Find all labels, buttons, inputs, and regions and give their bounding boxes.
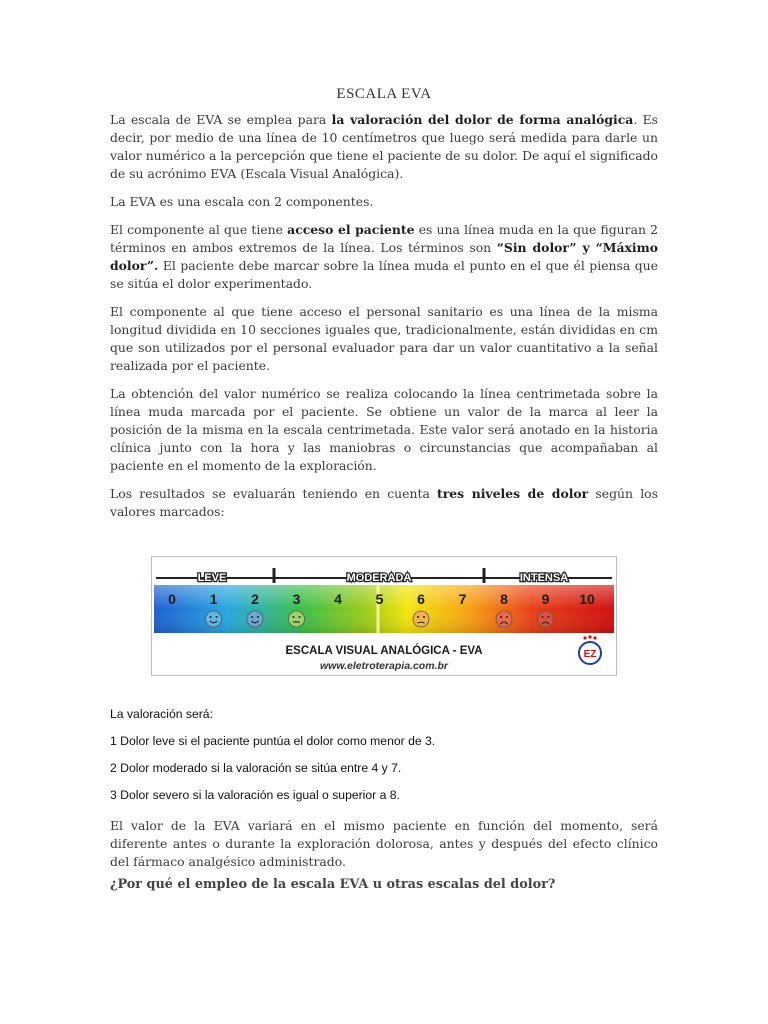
pain-face-2-icon [247,611,263,627]
paragraph-intro [110,111,658,183]
paragraph-staff-component: El componente al que tiene acceso el personal sanitario es una línea de la misma longitud dividida en 10 secciones iguales que, tradicionalmente, están divididas en cm que son utilizados por el personal evaluador para dar un valor cuantitativo a la señal realizada por el paciente. [110,304,658,373]
pain-face-1-icon [206,611,222,627]
scale-number-9: 9 [541,591,550,607]
results-text-c: según los valores marcados: [110,486,658,519]
scale-url: www.eletroterapia.com.br [320,660,448,672]
patient-text-c: es una línea muda en la que figuran 2 términos en ambos extremos de la línea. Los términos son [110,222,658,255]
list-item: 2 Dolor moderado si la valoración se sitúa entre 4 y 7. [110,761,402,775]
scale-number-6: 6 [417,591,425,607]
eva-scale-image [151,556,617,676]
scale-number-4: 4 [334,591,342,607]
section-intensa: INTENSA [519,572,569,584]
pain-face-9-icon [538,611,554,627]
document-title: ESCALA EVA [336,86,432,102]
patient-text-a: El componente al que tiene [110,222,288,237]
results-text-a: Los resultados se evaluarán teniendo en cuenta [110,486,438,501]
section-question: ¿Por qué el empleo de la escala EVA u otras escalas del dolor? [110,877,556,892]
pain-face-3-icon [289,611,305,627]
scale-number-7: 7 [458,591,467,607]
scale-number-8: 8 [500,591,508,607]
paragraph-results [110,485,658,521]
list-item: 3 Dolor severo si la valoración es igual o superior a 8. [110,788,400,802]
patient-bold: acceso el paciente [287,222,415,237]
patient-terms-bold: “Sin dolor” y “Máximo dolor”. [110,240,659,273]
brand-logo [579,635,601,664]
scale-number-0: 0 [168,591,176,607]
section-moderada: MODERADA [346,572,412,584]
eva-scale-graphic [152,557,616,675]
list-item: 1 Dolor leve si el paciente puntúa el dolor como menor de 3. [110,734,436,748]
pain-face-8-icon [496,611,512,627]
scale-number-3: 3 [292,591,301,607]
intro-text-c: . Es decir, por medio de una línea de 10 centímetros que luego será medida para darle un valor numérico a la percepción que tiene el paciente de su dolor. De aquí el significado de su acrónimo EVA (Escala Visual Analógica). [110,112,658,181]
results-bold: tres niveles de dolor [437,486,589,501]
intro-bold: la valoración del dolor de forma analógica [331,112,634,127]
scale-number-5: 5 [375,591,384,607]
paragraph-variation: El valor de la EVA variará en el mismo paciente en función del momento, será diferente antes o durante la exploración dolorosa, antes y después del efecto clínico del fármaco analgésico administrado. [110,818,658,869]
paragraph-components: La EVA es una escala con 2 componentes. [110,194,374,209]
pain-face-6-icon [413,611,429,627]
section-leve: LEVE [197,572,227,584]
scale-caption: ESCALA VISUAL ANALÓGICA - EVA [285,645,483,657]
paragraph-measurement: La obtención del valor numérico se realiza colocando la línea centrimetada sobre la línea muda marcada por el paciente. Se obtiene un valor de la marca al leer la posición de la misma en la escala centrimetada. Este valor será anotado en la historia clínica junto con la hora y las maniobras o circunstancias que acompañaban al paciente en el momento de la exploración. [110,386,658,473]
intro-text-a: La escala de EVA se emplea para [110,112,332,127]
closing-section [110,817,658,892]
scale-number-1: 1 [209,591,218,607]
valoracion-list [110,705,658,813]
valoracion-title: La valoración será: [110,707,213,721]
patient-text-e: El paciente debe marcar sobre la línea muda el punto en el que él piensa que se sitúa el dolor experimentado. [110,258,658,291]
scale-number-2: 2 [251,591,259,607]
paragraph-patient-component [110,221,658,293]
brand-logo-text: EZ [583,649,597,660]
scale-number-10: 10 [579,591,595,607]
document-body [110,86,658,531]
